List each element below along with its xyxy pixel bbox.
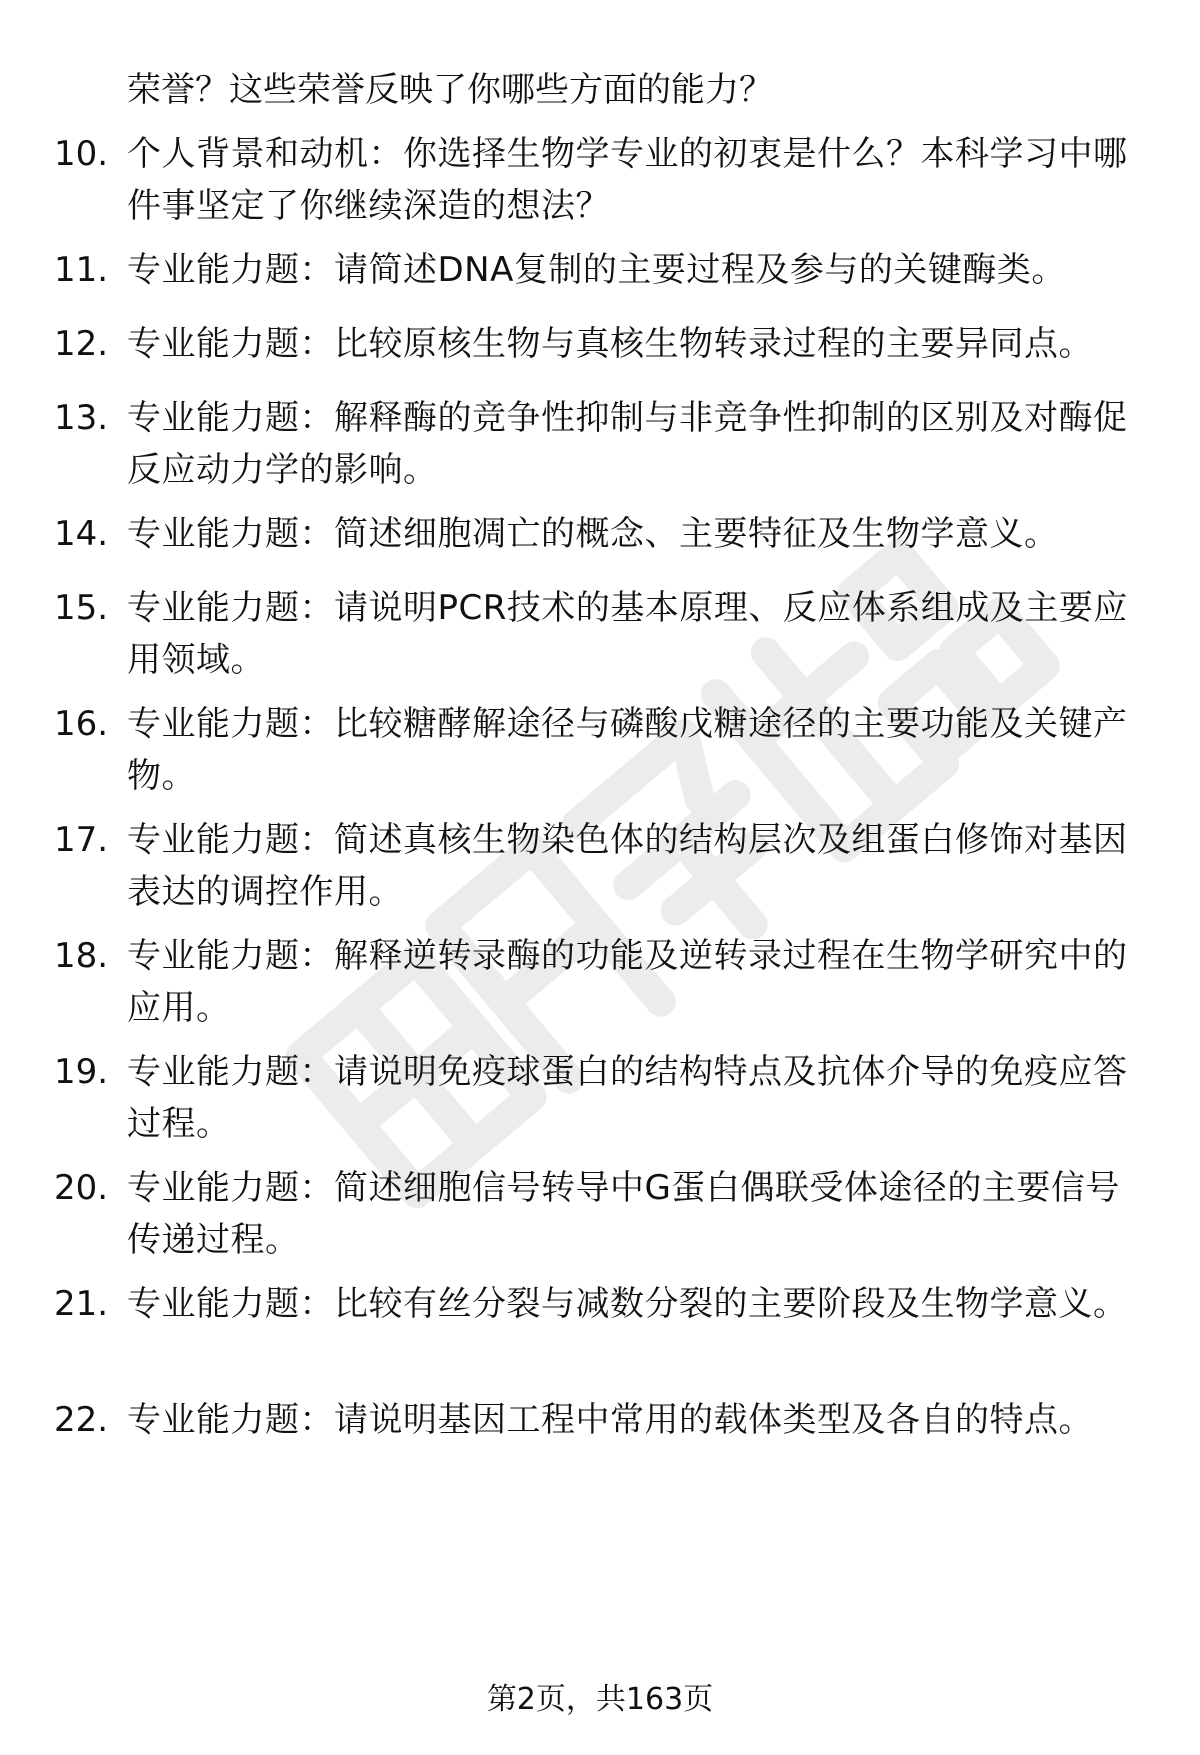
question-number: 14. (54, 514, 109, 554)
question-text: 专业能力题：请简述DNA复制的主要过程及参与的关键酶类。 (127, 250, 1066, 290)
question-number: 19. (54, 1052, 109, 1092)
question-text: 专业能力题：解释逆转录酶的功能及逆转录过程在生物学研究中的应用。 (127, 936, 1128, 1028)
question-text: 个人背景和动机：你选择生物学专业的初衷是什么？本科学习中哪件事坚定了你继续深造的想法？ (127, 134, 1128, 226)
question-number: 22. (54, 1400, 109, 1440)
question-text: 专业能力题：请说明免疫球蛋白的结构特点及抗体介导的免疫应答过程。 (127, 1052, 1128, 1144)
question-text: 专业能力题：比较有丝分裂与减数分裂的主要阶段及生物学意义。 (127, 1284, 1128, 1324)
question-number: 18. (54, 936, 109, 976)
continuation-text: 荣誉？这些荣誉反映了你哪些方面的能力？ (127, 70, 773, 110)
question-number: 20. (54, 1168, 109, 1208)
question-text: 专业能力题：比较糖酵解途径与磷酸戊糖途径的主要功能及关键产物。 (127, 704, 1128, 796)
question-text: 专业能力题：解释酶的竞争性抑制与非竞争性抑制的区别及对酶促反应动力学的影响。 (127, 398, 1128, 490)
question-text: 专业能力题：简述细胞信号转导中G蛋白偶联受体途径的主要信号传递过程。 (127, 1168, 1120, 1260)
page-footer: 第2页，共163页 (486, 1682, 714, 1717)
question-text: 专业能力题：简述细胞凋亡的概念、主要特征及生物学意义。 (127, 514, 1059, 554)
question-number: 11. (54, 250, 109, 290)
question-number: 16. (54, 704, 109, 744)
question-number: 21. (54, 1284, 109, 1324)
question-text: 专业能力题：请说明基因工程中常用的载体类型及各自的特点。 (127, 1400, 1093, 1440)
question-text: 专业能力题：请说明PCR技术的基本原理、反应体系组成及主要应用领域。 (127, 588, 1128, 680)
question-number: 17. (54, 820, 109, 860)
question-number: 15. (54, 588, 109, 628)
question-number: 13. (54, 398, 109, 438)
question-text: 专业能力题：比较原核生物与真核生物转录过程的主要异同点。 (127, 324, 1093, 364)
question-number: 12. (54, 324, 109, 364)
question-number: 10. (54, 134, 109, 174)
question-text: 专业能力题：简述真核生物染色体的结构层次及组蛋白修饰对基因表达的调控作用。 (127, 820, 1128, 912)
